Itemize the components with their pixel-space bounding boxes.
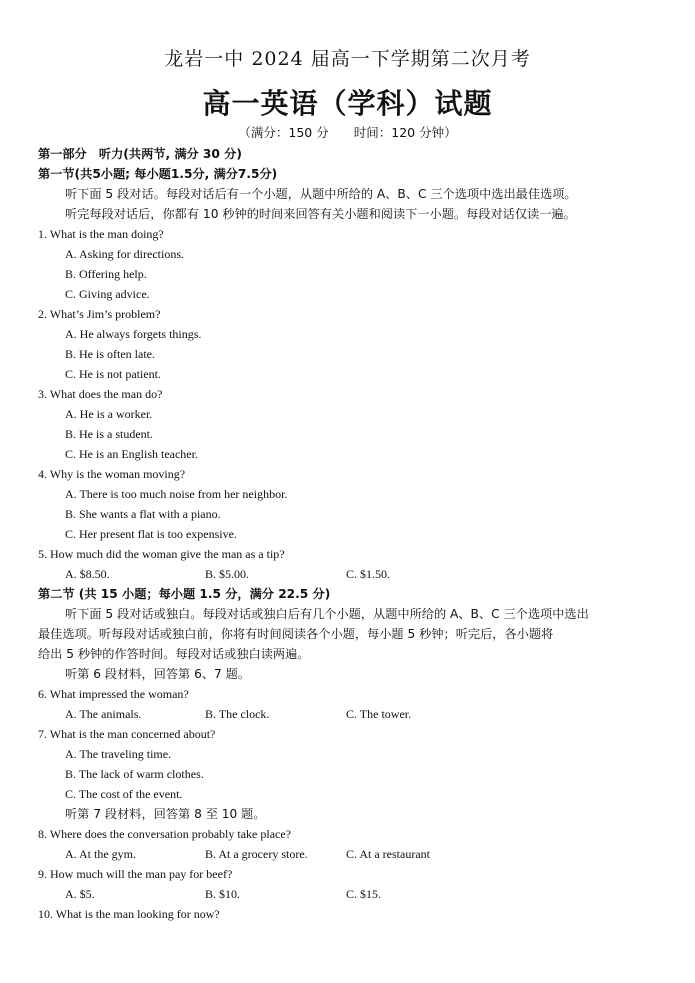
- question-6: 6. What impressed the woman?: [38, 687, 189, 701]
- question-10: 10. What is the man looking for now?: [38, 907, 220, 921]
- question-8: 8. Where does the conversation probably take place?: [38, 827, 292, 841]
- q4-option-c: C. Her present flat is too expensive.: [65, 527, 237, 541]
- exam-title-line2: 高一英语（学科）试题: [202, 87, 493, 120]
- section2-instruction-2: 最佳选项。听每段对话或独白前，你将有时间阅读各个小题，每小题 5 秒钟；听完后，各小题将: [38, 627, 554, 641]
- question-5: 5. How much did the woman give the man as a tip?: [38, 547, 285, 561]
- section1-instruction-1: 听下面 5 段对话。每段对话后有一个小题，从题中所给的 A、B、C 三个选项中选出最佳选项。: [65, 187, 577, 201]
- question-2: 2. What’s Jim’s problem?: [38, 307, 161, 321]
- question-1: 1. What is the man doing?: [38, 227, 164, 241]
- q8-option-c: C. At a restaurant: [346, 847, 430, 861]
- question-9: 9. How much will the man pay for beef?: [38, 867, 233, 881]
- q1-option-a: A. Asking for directions.: [65, 247, 184, 261]
- q2-option-b: B. He is often late.: [65, 347, 155, 361]
- q3-option-a: A. He is a worker.: [65, 407, 153, 421]
- question-7: 7. What is the man concerned about?: [38, 727, 216, 741]
- part1-heading: 第一部分 听力(共两节, 满分 30 分): [38, 147, 242, 161]
- section1-heading: 第一节(共5小题; 每小题1.5分, 满分7.5分): [38, 167, 278, 181]
- q9-options-row: [65, 886, 625, 902]
- exam-title-line1: 龙岩一中 2024 届高一下学期第二次月考: [164, 48, 531, 70]
- q7-option-a: A. The traveling time.: [65, 747, 172, 761]
- exam-subtitle: （满分：150 分 时间：120 分钟）: [238, 125, 457, 140]
- material-7-note: 听第 7 段材料，回答第 8 至 10 题。: [65, 807, 266, 821]
- q8-option-a: A. At the gym.: [65, 847, 136, 861]
- q6-option-b: B. The clock.: [205, 707, 270, 721]
- q3-option-c: C. He is an English teacher.: [65, 447, 198, 461]
- q8-option-b: B. At a grocery store.: [205, 847, 308, 861]
- q7-option-c: C. The cost of the event.: [65, 787, 183, 801]
- section1-instruction-2: 听完每段对话后，你都有 10 秒钟的时间来回答有关小题和阅读下一小题。每段对话仅读一遍。: [65, 207, 576, 221]
- q8-options-row: [65, 846, 625, 862]
- q6-option-c: C. The tower.: [346, 707, 412, 721]
- section2-instruction-3: 给出 5 秒钟的作答时间。每段对话或独白读两遍。: [38, 647, 310, 661]
- q1-option-b: B. Offering help.: [65, 267, 147, 281]
- q6-options-row: [65, 706, 625, 722]
- q5-option-b: B. $5.00.: [205, 567, 250, 581]
- section2-heading: 第二节 (共 15 小题；每小题 1.5 分，满分 22.5 分): [38, 587, 331, 601]
- q9-option-b: B. $10.: [205, 887, 241, 901]
- q9-option-a: A. $5.: [65, 887, 95, 901]
- section2-instruction-1: 听下面 5 段对话或独白。每段对话或独白后有几个小题，从题中所给的 A、B、C 三个选项中选出: [65, 607, 589, 621]
- q3-option-b: B. He is a student.: [65, 427, 153, 441]
- q2-option-c: C. He is not patient.: [65, 367, 161, 381]
- q4-option-a: A. There is too much noise from her neighbor.: [65, 487, 288, 501]
- q9-option-c: C. $15.: [346, 887, 382, 901]
- question-3: 3. What does the man do?: [38, 387, 163, 401]
- material-6-note: 听第 6 段材料，回答第 6、7 题。: [65, 667, 251, 681]
- q5-option-a: A. $8.50.: [65, 567, 110, 581]
- q2-option-a: A. He always forgets things.: [65, 327, 202, 341]
- q4-option-b: B. She wants a flat with a piano.: [65, 507, 221, 521]
- q5-options-row: [65, 566, 625, 582]
- question-4: 4. Why is the woman moving?: [38, 467, 186, 481]
- q6-option-a: A. The animals.: [65, 707, 142, 721]
- q5-option-c: C. $1.50.: [346, 567, 391, 581]
- q1-option-c: C. Giving advice.: [65, 287, 150, 301]
- q7-option-b: B. The lack of warm clothes.: [65, 767, 204, 781]
